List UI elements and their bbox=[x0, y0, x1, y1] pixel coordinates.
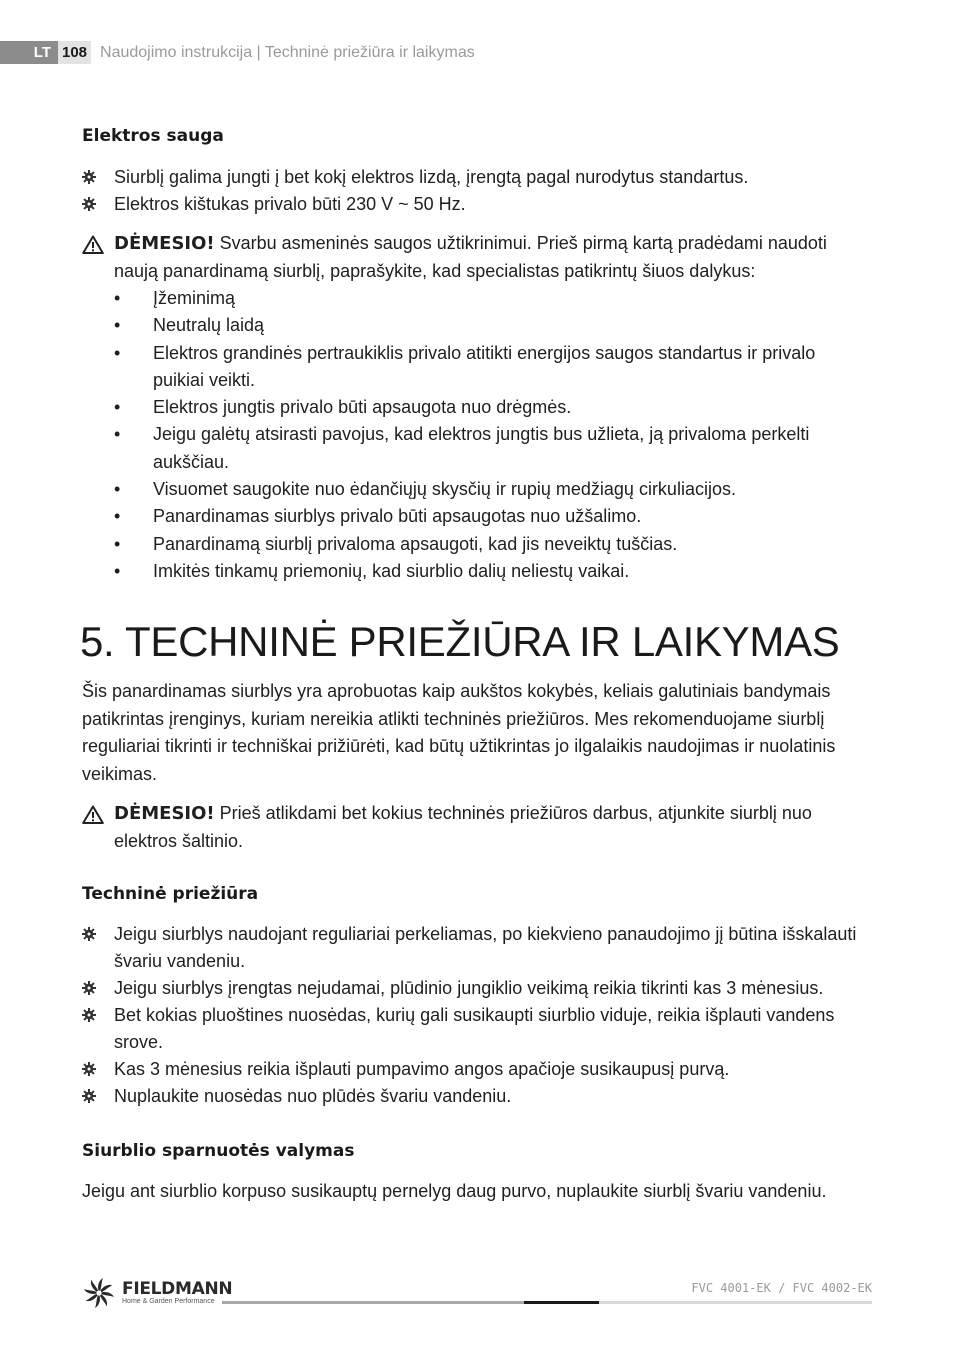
list-item-text: Kas 3 mėnesius reikia išplauti pumpavimo angos apačioje susikaupusį purvą. bbox=[114, 1059, 730, 1079]
page-header bbox=[0, 41, 475, 64]
safety-list bbox=[82, 164, 872, 218]
footer-divider-dark-segment bbox=[524, 1301, 599, 1304]
list-item bbox=[82, 164, 872, 191]
chapter-title: 5. TECHNINĖ PRIEŽIŪRA IR LAIKYMAS bbox=[80, 618, 840, 665]
brand-tagline: Home & Garden Performance bbox=[122, 1298, 215, 1305]
gear-bullet-icon bbox=[82, 1062, 96, 1076]
fieldmann-fan-logo-icon bbox=[82, 1277, 116, 1309]
maintenance-list bbox=[82, 921, 872, 1110]
list-item bbox=[82, 1056, 872, 1083]
list-item bbox=[82, 1083, 872, 1110]
list-item bbox=[82, 921, 872, 975]
list-item-text: Bet kokias pluoštines nuosėdas, kurių gali susikaupti siurblio viduje, reikia išplauti vandens srove. bbox=[114, 1005, 835, 1052]
language-tab: LT bbox=[0, 41, 58, 64]
list-item bbox=[82, 975, 872, 1002]
list-item: • Imkitės tinkamų priemonių, kad siurblio dalių neliestų vaikai. bbox=[114, 558, 854, 585]
gear-bullet-icon bbox=[82, 170, 96, 184]
warning-block bbox=[82, 230, 872, 285]
footer-divider bbox=[222, 1301, 872, 1304]
list-item-text: Nuplaukite nuosėdas nuo plūdės švariu vandeniu. bbox=[114, 1086, 512, 1106]
warning-label: DĖMESIO! bbox=[114, 233, 215, 254]
impeller-text: Jeigu ant siurblio korpuso susikauptų pernelyg daug purvo, nuplaukite siurblį švariu vandeniu. bbox=[82, 1181, 827, 1201]
section-heading-impeller-cleaning: Siurblio sparnuotės valymas bbox=[82, 1141, 355, 1161]
gear-bullet-icon bbox=[82, 1089, 96, 1103]
footer-divider-light-segment bbox=[599, 1301, 872, 1304]
brand-logo bbox=[82, 1277, 232, 1309]
warning-triangle-icon bbox=[82, 805, 104, 824]
gear-bullet-icon bbox=[82, 197, 96, 211]
list-item: • Panardinamą siurblį privaloma apsaugoti, kad jis neveiktų tuščias. bbox=[114, 531, 854, 558]
list-item-text: Siurblį galima jungti į bet kokį elektros lizdą, įrengtą pagal nurodytus standartus. bbox=[114, 167, 749, 187]
list-item bbox=[82, 191, 872, 218]
gear-bullet-icon bbox=[82, 927, 96, 941]
gear-bullet-icon bbox=[82, 1008, 96, 1022]
warning-block bbox=[82, 800, 872, 855]
list-item-text: Jeigu siurblys naudojant reguliariai perkeliamas, po kiekvieno panaudojimo jį būtina išskalauti švariu vandeniu. bbox=[114, 924, 857, 971]
list-item: • Elektros grandinės pertraukiklis privalo atitikti energijos saugos standartus ir privalo puikiai veikti. bbox=[114, 340, 854, 395]
page-number: 108 bbox=[58, 41, 91, 64]
warning-text: Svarbu asmeninės saugos užtikrinimui. Prieš pirmą kartą pradėdami naudoti naują panardinamą siurblį, paprašykite, kad specialistas patikrintų šiuos dalykus: bbox=[114, 233, 827, 281]
list-item: • Visuomet saugokite nuo ėdančiųjų skysčių ir rupių medžiagų cirkuliacijos. bbox=[114, 476, 854, 503]
list-item: • Įžeminimą bbox=[114, 285, 854, 312]
gear-bullet-icon bbox=[82, 981, 96, 995]
list-item: • Jeigu galėtų atsirasti pavojus, kad elektros jungtis bus užlieta, ją privaloma perkelti aukščiau. bbox=[114, 421, 854, 476]
list-item: • Neutralų laidą bbox=[114, 312, 854, 339]
warning-label: DĖMESIO! bbox=[114, 803, 215, 824]
brand-text bbox=[122, 1280, 232, 1306]
list-item: • Panardinamas siurblys privalo būti apsaugotas nuo užšalimo. bbox=[114, 503, 854, 530]
brand-name: FIELDMANN bbox=[122, 1279, 233, 1299]
list-item bbox=[82, 1002, 872, 1056]
section-heading-electrical-safety: Elektros sauga bbox=[82, 126, 224, 146]
warning-triangle-icon bbox=[82, 235, 104, 254]
chapter-intro: Šis panardinamas siurblys yra aprobuotas kaip aukštos kokybės, keliais galutiniais bandymais patikrintas įrenginys, kuriam nereikia atlikti techninės priežiūros. Mes rekomenduojame siurblį reguliariai tikrinti ir techniškai prižiūrėti, kad būtų užtikrintas jo ilgalaikis naudojimas ir nuolatinis veikimas. bbox=[82, 681, 836, 784]
list-item-text: Elektros kištukas privalo būti 230 V ~ 50 Hz. bbox=[114, 194, 466, 214]
safety-checks-list bbox=[114, 285, 854, 585]
list-item: • Elektros jungtis privalo būti apsaugota nuo drėgmės. bbox=[114, 394, 854, 421]
section-heading-maintenance: Techninė priežiūra bbox=[82, 884, 259, 904]
warning-text: Prieš atlikdami bet kokius techninės priežiūros darbus, atjunkite siurblį nuo elektros šaltinio. bbox=[114, 803, 812, 851]
running-title: Naudojimo instrukcija | Techninė priežiūra ir laikymas bbox=[100, 43, 475, 61]
list-item-text: Jeigu siurblys įrengtas nejudamai, plūdinio jungiklio veikimą reikia tikrinti kas 3 mėnesius. bbox=[114, 978, 824, 998]
model-number: FVC 4001-EK / FVC 4002-EK bbox=[691, 1281, 872, 1295]
